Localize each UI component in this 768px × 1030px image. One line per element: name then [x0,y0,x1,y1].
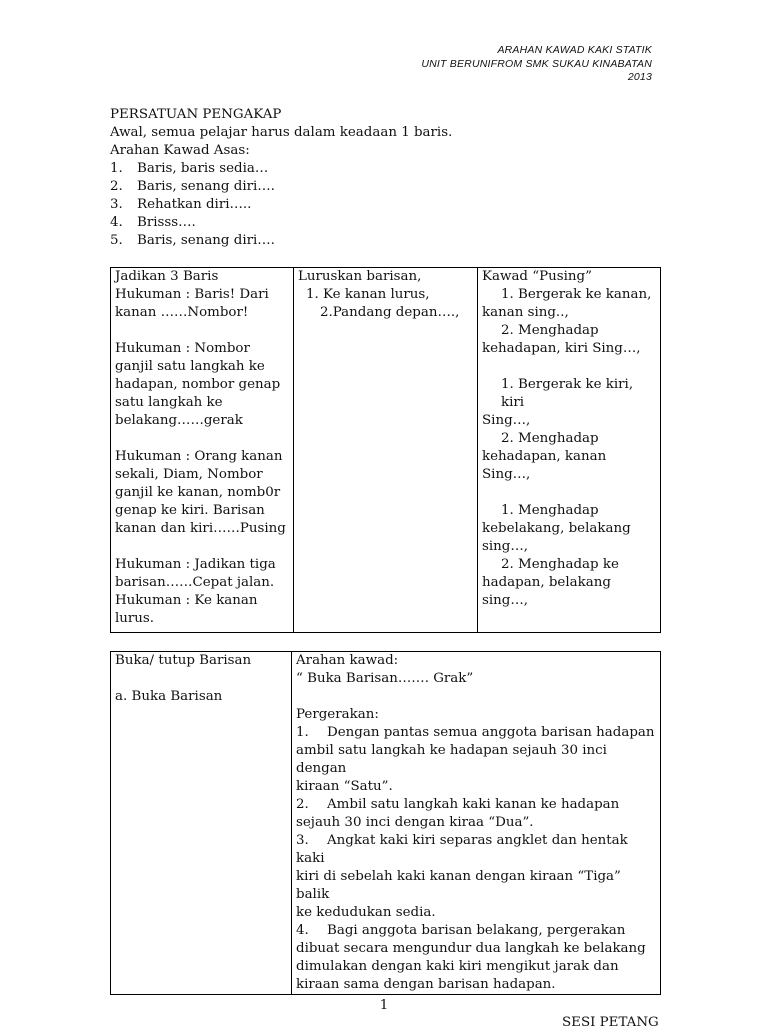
table-cell-formation: Jadikan 3 Baris Hukuman : Baris! Dari kanan ……Nombor! Hukuman : Nombor ganjil satu langkah ke hadapan, nombor genap satu langkah ke belakang……gerak Hukuman : Orang kanan sekali, Diam, Nombor ganjil ke kanan, nomb0r genap ke kiri. Barisan kanan dan kiri……Pusing Hukuman : Jadikan tiga barisan……Cepat jalan. Hukuman : Ke kanan lurus. [111,268,294,633]
header-unit: UNIT BERUNIFROM SMK SUKAU KINABATAN [421,57,652,70]
table-cell-alignment: Luruskan barisan, 1. Ke kanan lurus, 2.Pandang depan…., [294,268,478,633]
header-title: ARAHAN KAWAD KAKI STATIK [497,44,652,56]
list-item: 2. Baris, senang diri…. [110,179,275,194]
table-cell-topic: Buka/ tutup Barisan a. Buka Barisan [111,652,292,995]
table-cell-instructions: Arahan kawad: “ Buka Barisan……. Grak” Pergerakan: 1. Dengan pantas semua anggota barisan hadapan ambil satu langkah ke hadapan sejauh 30 inci dengan kiraan “Satu”. 2. Ambil satu langkah kaki kanan ke hadapan sejauh 30 inci dengan kiraa “Dua”. 3. Angkat kaki kiri separas angklet dan hentak kaki kiri di sebelah kaki kanan dengan kiraan “Tiga” balik ke kedudukan sedia. 4. Bagi anggota barisan belakang, pergerakan dibuat secara mengundur dua langkah ke belakang dimulakan dengan kaki kiri mengikut jarak dan kiraan sama dengan barisan hadapan. [292,652,661,995]
list-item: 4. Brisss…. [110,215,196,230]
page-number: 1 [379,998,389,1013]
table-cell-turning: Kawad “Pusing” 1. Bergerak ke kanan, kanan sing.., 2. Menghadap kehadapan, kiri Sing…, 1. Bergerak ke kiri, kiri Sing…, 2. Menghadap kehadapan, kanan Sing…, 1. Menghadap kebelakang, belakang sing…, 2. Menghadap ke hadapan, belakang sing…, [478,268,661,633]
document-header [421,44,652,85]
movement-step: 4. Bagi anggota barisan belakang, pergerakan [296,923,626,938]
intro-section [110,106,670,250]
open-close-ranks-table [110,651,661,995]
formation-table [110,267,661,633]
section-title: PERSATUAN PENGAKAP [110,107,282,122]
movement-step: 2. Ambil satu langkah kaki kanan ke hadapan [296,797,620,812]
intro-subheading: Arahan Kawad Asas: [110,143,250,158]
intro-line: Awal, semua pelajar harus dalam keadaan 1 baris. [110,125,453,140]
list-item: 5. Baris, senang diri…. [110,233,275,248]
list-item: 3. Rehatkan diri….. [110,197,252,212]
list-item: 1. Baris, baris sedia… [110,161,269,176]
header-year: 2013 [627,71,652,83]
movement-step: 1. Dengan pantas semua anggota barisan hadapan [296,725,655,740]
session-label: SESI PETANG [562,1015,659,1030]
movement-step: 3. Angkat kaki kiri separas angklet dan hentak kaki [296,833,628,866]
basic-commands-list [110,160,670,250]
